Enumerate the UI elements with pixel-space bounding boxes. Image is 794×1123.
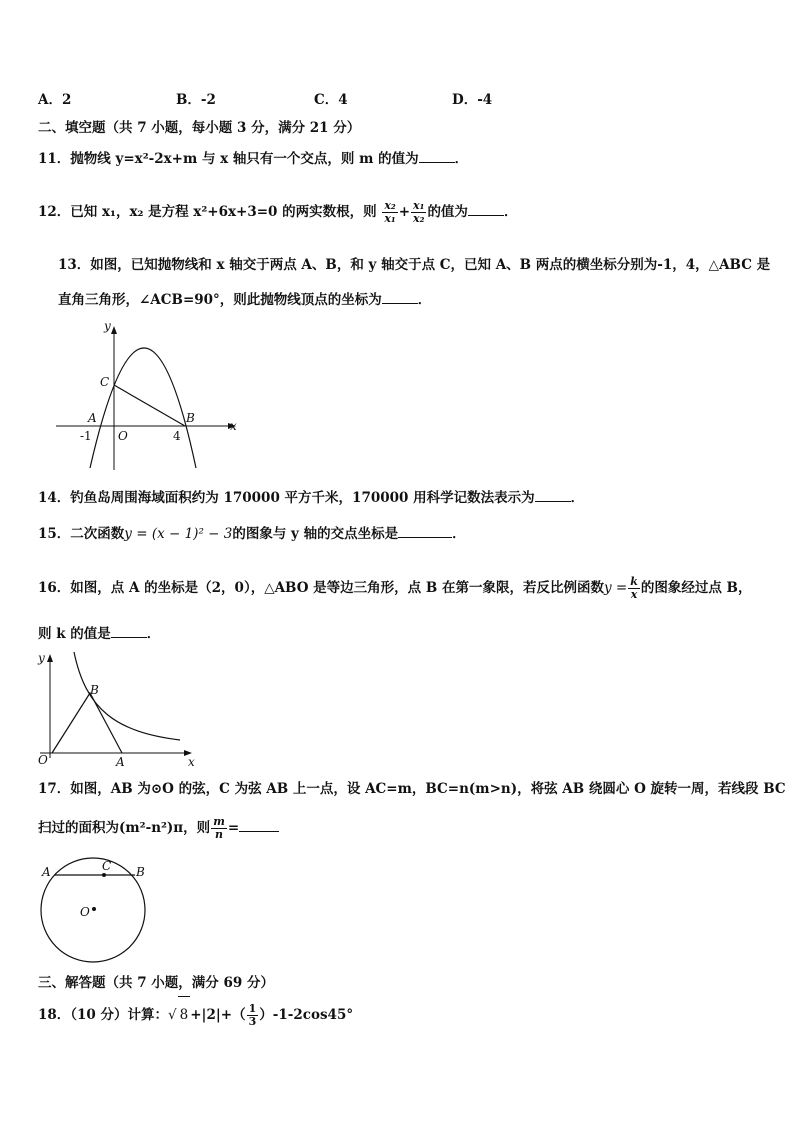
- segment-cb: [114, 385, 185, 426]
- q12-pre: 12．已知 x₁，x₂ 是方程 x²+6x+3=0 的两实数根，则: [38, 204, 377, 220]
- label-a: A: [116, 755, 125, 769]
- fraction-m-over-n: $\frac{m}{n}$: [213, 815, 225, 841]
- fraction-x1-over-x2: $\frac{\text{x₁}}{\text{x₂}}$: [413, 199, 425, 225]
- question-17-line2: [38, 810, 279, 846]
- label-b: B: [136, 865, 145, 879]
- fraction-k-over-x: $\frac{k}{x}$: [630, 575, 638, 601]
- fraction-x2-over-x1: $\frac{\text{x₂}}{\text{x₁}}$: [384, 199, 396, 225]
- answer-blank: [239, 819, 279, 832]
- answer-blank: [398, 525, 452, 538]
- q16-y-equals: y =: [603, 580, 628, 596]
- question-16-line1: [38, 570, 751, 606]
- q18-pre: 18．（10 分）计算：: [38, 1007, 169, 1023]
- answer-blank: [535, 489, 571, 502]
- answer-blank: [382, 291, 418, 304]
- sqrt-sign: √: [168, 1007, 177, 1023]
- q16-pre: 16．如图，点 A 的坐标是（2，0），△ABO 是等边三角形，点 B 在第一象限，若反比例函数: [38, 580, 604, 596]
- q12-post: 的值为: [427, 204, 468, 220]
- question-18: [38, 996, 353, 1033]
- q14-text: 14．钓鱼岛周围海域面积约为 170000 平方千米，170000 用科学记数法表示为: [38, 490, 535, 506]
- label-origin: O: [38, 753, 48, 767]
- q16-line2-text: 则 k 的值是: [38, 626, 111, 642]
- q15-pre: 15．二次函数: [38, 526, 125, 542]
- label-y: y: [38, 651, 45, 665]
- question-17-line1: 17．如图，AB 为⊙O 的弦，C 为弦 AB 上一点，设 AC=m，BC=n(m>n)，将弦 AB 绕圆心 O 旋转一周，若线段 BC: [38, 781, 786, 797]
- y-axis-arrow: [111, 326, 117, 334]
- answer-blank: [419, 150, 455, 163]
- q17-line2-pre: 扫过的面积为(m²-n²)π，则: [38, 820, 211, 836]
- q13-end: ．: [417, 292, 432, 308]
- question-13-line1: 13．如图，已知抛物线和 x 轴交于两点 A、B，和 y 轴交于点 C，已知 A、B 两点的横坐标分别为-1，4，△ABC 是: [58, 257, 771, 273]
- plus-sign: +: [398, 204, 411, 220]
- point-o: [92, 907, 96, 911]
- option-d: D．-4: [452, 92, 493, 108]
- label-a: A: [88, 411, 97, 425]
- section-heading-fill-blank: 二、填空题（共 7 小题，每小题 3 分，满分 21 分）: [38, 120, 361, 136]
- label-four: 4: [173, 429, 181, 443]
- q11-text: 11．抛物线 y=x²-2x+m 与 x 轴只有一个交点，则 m 的值为: [38, 151, 419, 167]
- label-c: C: [100, 375, 110, 389]
- option-a: A．2: [38, 92, 72, 108]
- q16-post: 的图象经过点 B，: [640, 580, 752, 596]
- y-axis-arrow: [47, 654, 53, 662]
- parabola-curve: [90, 348, 196, 468]
- option-c: C．4: [314, 92, 348, 108]
- question-12: [38, 194, 517, 230]
- q14-end: ．: [570, 490, 585, 506]
- label-b: B: [186, 411, 195, 425]
- answer-blank: [111, 625, 147, 638]
- q13-line2-text: 直角三角形，∠ACB=90°，则此抛物线顶点的坐标为: [58, 292, 382, 308]
- label-y: y: [104, 319, 111, 333]
- question-16-line2: [38, 625, 160, 643]
- q12-end: ．: [503, 204, 518, 220]
- parabola-figure: [50, 318, 250, 473]
- point-c: [102, 873, 106, 877]
- question-13-line2: [58, 291, 431, 309]
- label-minus-one: -1: [80, 429, 92, 443]
- label-origin: O: [118, 429, 128, 443]
- circle-chord-figure: [36, 856, 156, 968]
- label-a: A: [42, 865, 51, 879]
- question-11: [38, 150, 468, 168]
- q15-post: 的图象与 y 轴的交点坐标是: [232, 526, 399, 542]
- q16-end: ．: [146, 626, 161, 642]
- sqrt-radicand: 8: [178, 996, 191, 1033]
- question-15: [38, 525, 466, 543]
- answer-blank: [468, 203, 504, 216]
- triangle-abo: [52, 693, 122, 753]
- fraction-one-third: $\frac{1}{3}$: [248, 1002, 257, 1028]
- q18-mid: +|2|+（: [190, 1007, 246, 1023]
- label-o: O: [80, 905, 90, 919]
- label-c: C: [102, 859, 112, 873]
- label-b: B: [90, 683, 99, 697]
- triangle-hyperbola-figure: [36, 650, 196, 770]
- label-x: x: [230, 419, 237, 433]
- label-x: x: [188, 755, 195, 769]
- option-b: B．-2: [176, 92, 216, 108]
- section-heading-solve: 三、解答题（共 7 小题，满分 69 分）: [38, 975, 274, 991]
- q15-end: ．: [452, 526, 466, 542]
- q15-formula: y = (x − 1)² − 3: [124, 526, 233, 542]
- q18-post: ）-1-2cos45°: [259, 1007, 354, 1023]
- question-14: [38, 489, 584, 507]
- q17-equals: =: [227, 820, 240, 836]
- q11-end: ．: [454, 151, 469, 167]
